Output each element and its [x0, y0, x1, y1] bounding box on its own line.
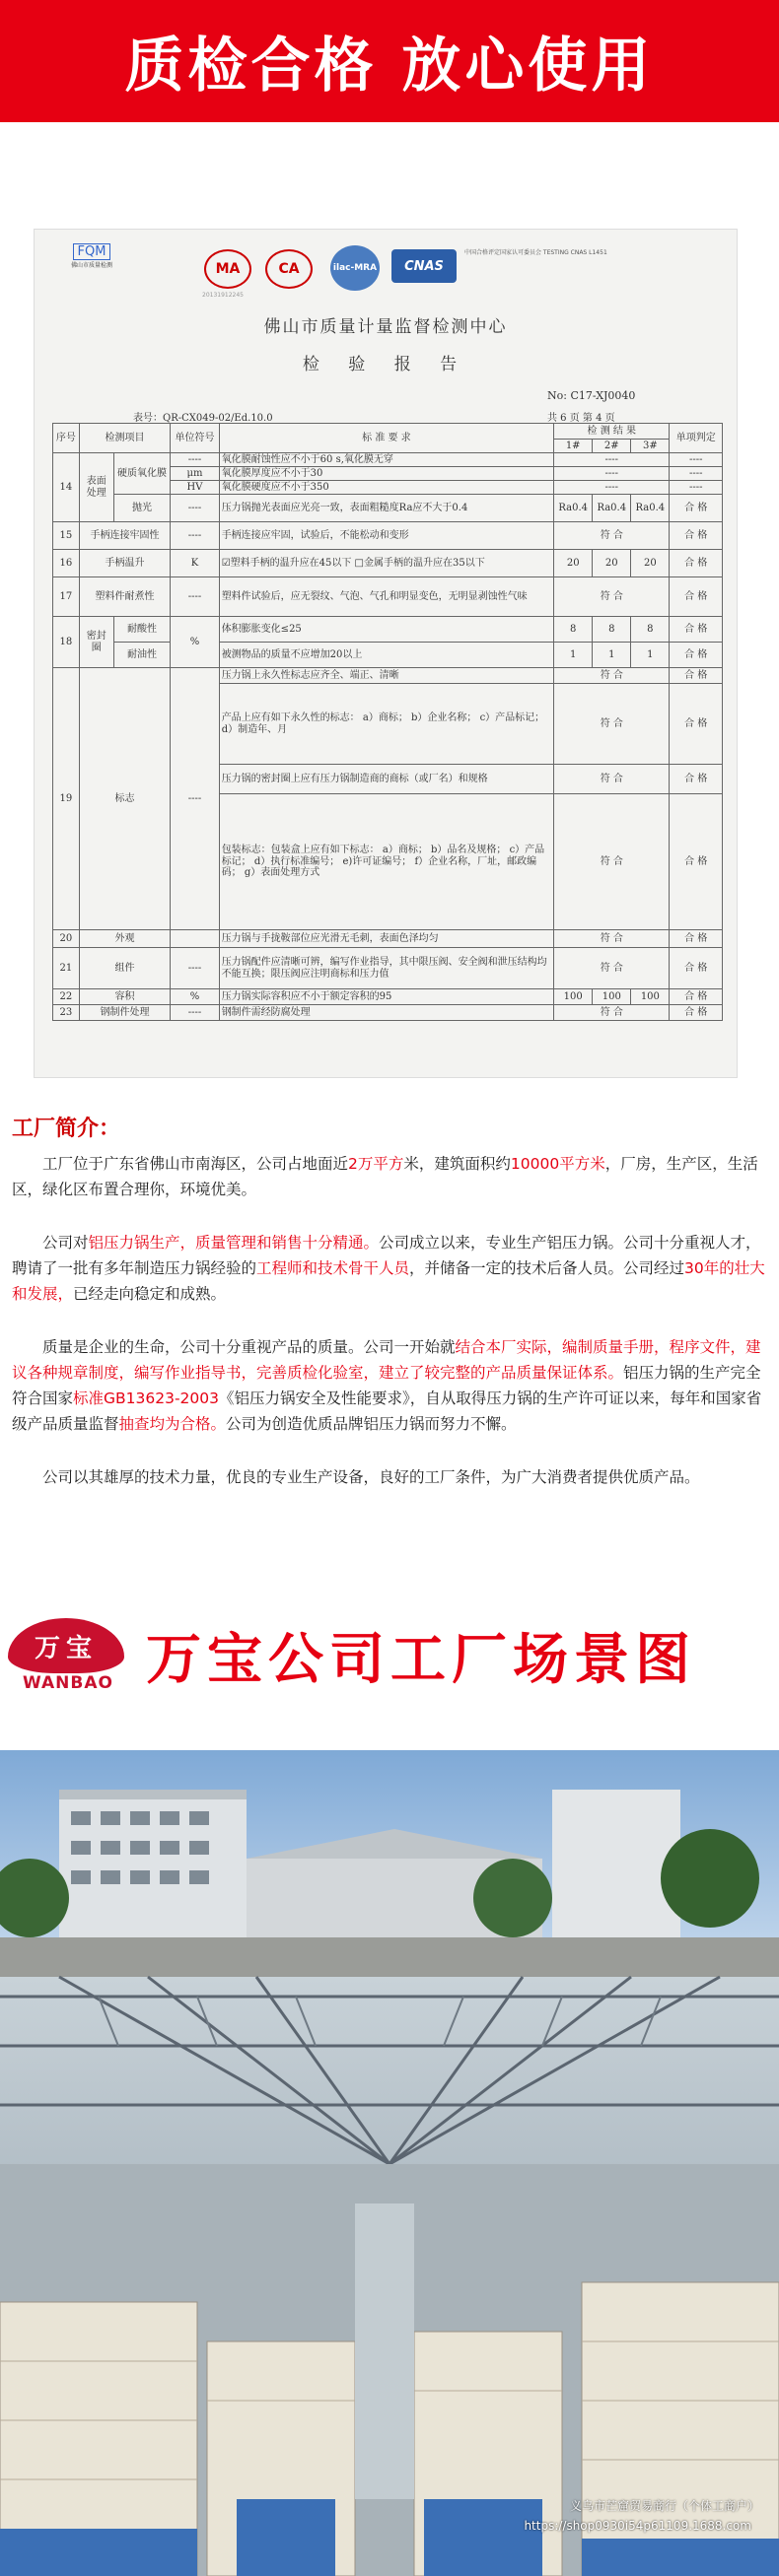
body-text: 公司为创造优质品牌铝压力锅而努力不懈。	[226, 1415, 517, 1433]
table-row: μm 氧化膜厚度应不小于30 ---- ----	[53, 467, 723, 481]
intro-paragraph	[12, 1464, 767, 1490]
fqm-logo: FQM 佛山市质量检测	[70, 244, 112, 269]
intro-paragraph	[12, 1151, 767, 1202]
table-row: 17 塑料件耐煮性 ---- 塑料件试验后，应无裂纹、气泡、气孔和明显变色，无明显剥蚀性气味 符 合 合 格	[53, 577, 723, 617]
table-row: 16 手柄温升 K ☑塑料手柄的温升应在45以下 □金属手柄的温升应在35以下 20 20 20 合 格	[53, 550, 723, 577]
wanbao-logo	[8, 1618, 126, 1693]
highlight-text: 铝压力锅生产，质量管理和销售十分精通。	[88, 1234, 380, 1252]
factory-intro	[12, 1151, 767, 1518]
body-text: ，厂房，生产区，生活区，绿化区布置合理你，环境优美。	[12, 1155, 758, 1198]
table-row: 包装标志：包装盒上应有如下标志： a）商标； b）品名及规格； c）产品标记； d）执行标准编号； e)许可证编号； f）企业名称，厂址，邮政编码； g）表面处理方式 符 合 合 格	[53, 794, 723, 930]
wanbao-logo-mark: 万宝	[8, 1618, 124, 1673]
cnas-text: 中国合格评定国家认可委员会 TESTING CNAS L1451	[464, 249, 607, 256]
form-number: 表号：QR-CX049-02/Ed.10.0	[133, 413, 273, 424]
page-info: 共 6 页 第 4 页	[547, 413, 615, 424]
intro-paragraph	[12, 1334, 767, 1437]
highlight-text: 结合本厂实际，编制质量手册，程序文件，建议各种规章制度，编写作业指导书，完善质检化验室，建立了较完整的产品质量保证体系。	[12, 1338, 761, 1382]
factory-photo-illustration	[0, 1750, 779, 2576]
factory-scene-title: 万宝公司工厂场景图	[146, 1628, 696, 1692]
table-row: 产品上应有如下永久性的标志： a）商标； b）企业名称； c）产品标记； d）制造年、月 符 合 合 格	[53, 684, 723, 765]
ca-logo: CA	[265, 249, 313, 289]
body-text: 米，建筑面积约	[403, 1155, 511, 1173]
table-row: 19 标志 ---- 压力锅上永久性标志应齐全、端正、清晰 符 合 合 格	[53, 668, 723, 684]
table-row: HV 氧化膜硬度应不小于350 ---- ----	[53, 481, 723, 495]
watermark-shop-name: 义乌市芒窟贸易商行（个体工商户）	[569, 2499, 759, 2513]
highlight-text: 工程师和技术骨干人员	[256, 1259, 410, 1277]
table-row: 21 组件 ---- 压力锅配件应清晰可辨，编写作业指导，其中限压阀、安全阀和泄压结构均不能互换；限压阀应注明商标和压力值 符 合 合 格	[53, 948, 723, 989]
ma-logo: MA	[204, 249, 251, 289]
table-row: 23 钢制件处理 ---- 钢制件需经防腐处理 符 合 合 格	[53, 1005, 723, 1021]
table-row: 20 外观 压力锅与手拢鞍部位应光滑无毛刺，表面色泽均匀 符 合 合 格	[53, 930, 723, 948]
report-number: No: C17-XJ0040	[547, 389, 636, 402]
table-row: 14 表面处理 硬质氧化膜 ---- 氧化膜耐蚀性应不小于60 s,氧化膜无穿 ---- ----	[53, 453, 723, 467]
highlight-text: 30年的壮大和发展，	[12, 1259, 765, 1303]
table-header-row: 1# 2# 3#	[53, 440, 723, 453]
body-text: 质量是企业的生命，公司十分重视产品的质量。公司一开始就	[42, 1338, 456, 1356]
inspection-report	[34, 229, 738, 1078]
banner-title: 质检合格 放心使用	[124, 32, 655, 101]
highlight-text: 标准GB13623-2003	[73, 1390, 220, 1407]
body-text: 公司成立以来，专业生产铝压力锅。公司十分重视人才，聘请了一批有多年制造压力锅经验的	[12, 1234, 761, 1277]
logo-number: 20131912245	[202, 292, 244, 299]
table-row: 压力锅的密封圈上应有压力锅制造商的商标（或厂名）和规格 符 合 合 格	[53, 765, 723, 794]
body-text: 《铝压力锅安全及性能要求》，自从取得压力锅的生产许可证以来，每年和国家省级产品质量监督	[12, 1390, 762, 1433]
body-text: 铝压力锅的生产完全符合国家	[12, 1364, 761, 1407]
table-row: 耐油性 被测物品的质量不应增加20以上 1 1 1 合 格	[53, 643, 723, 668]
top-banner	[0, 0, 779, 122]
table-row: 18 密封圈 耐酸性 % 体积膨胀变化≤25 8 8 8 合 格	[53, 617, 723, 643]
cnas-logo: CNAS	[391, 249, 457, 283]
highlight-text: 2万平方	[348, 1155, 404, 1173]
table-row: 抛光 ---- 压力锅抛光表面应光亮一致，表面粗糙度Ra应不大于0.4 Ra0.4 Ra0.4 Ra0.4 合 格	[53, 495, 723, 522]
report-org: 佛山市质量计量监督检测中心	[263, 317, 508, 337]
wanbao-logo-text: WANBAO	[23, 1673, 113, 1693]
table-header-row: 序号 检测项目 单位符号 标 准 要 求 检 测 结 果 单项判定	[53, 424, 723, 440]
body-text: 已经走向稳定和成熟。	[73, 1285, 227, 1303]
report-subtitle: 检 验 报 告	[302, 355, 469, 374]
body-text: ，并储备一定的技术后备人员。公司经过	[409, 1259, 685, 1277]
highlight-text: 抽查均为合格。	[118, 1415, 227, 1433]
inspection-table	[52, 423, 723, 1021]
table-row: 15 手柄连接牢固性 ---- 手柄连接应牢固，试验后，不能松动和变形 符 合 合 格	[53, 522, 723, 550]
factory-photo	[0, 1750, 779, 2576]
body-text: 公司以其雄厚的技术力量，优良的专业生产设备，良好的工厂条件，为广大消费者提供优质产品。	[42, 1468, 700, 1486]
highlight-text: 10000平方米	[510, 1155, 605, 1173]
body-text: 公司对	[42, 1234, 89, 1252]
body-text: 工厂位于广东省佛山市南海区，公司占地面近	[42, 1155, 349, 1173]
intro-heading: 工厂简介：	[12, 1117, 121, 1141]
table-row: 22 容积 % 压力锅实际容积应不小于额定容积的95 100 100 100 合 格	[53, 989, 723, 1005]
watermark-shop-url: https://shop0930i54p61109.1688.com	[524, 2519, 751, 2533]
intro-paragraph	[12, 1230, 767, 1307]
ilac-logo: ilac-MRA	[330, 245, 380, 291]
